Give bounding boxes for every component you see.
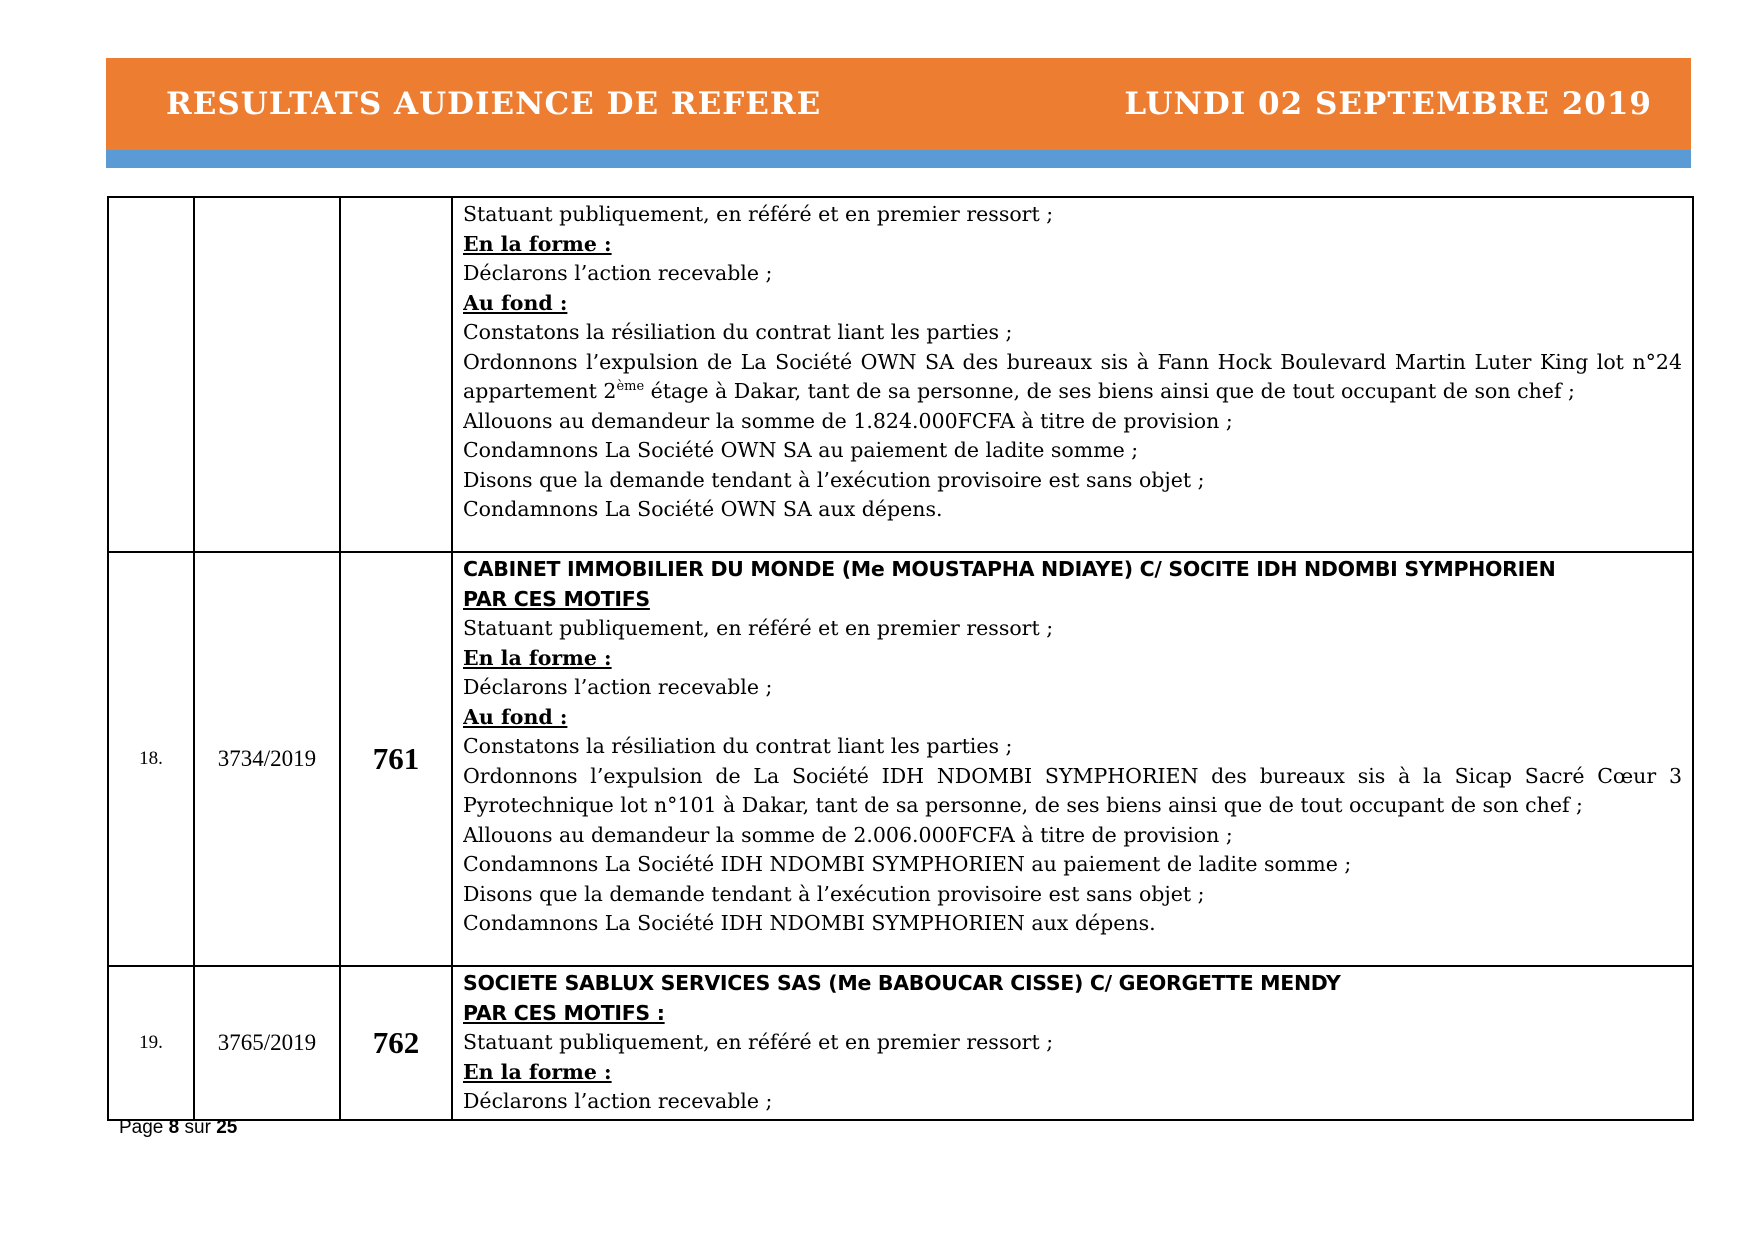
decision-line: Disons que la demande tendant à l’exécution provisoire est sans objet ; [463, 467, 1205, 492]
decision-text [452, 966, 1693, 1120]
table-row [108, 552, 1693, 966]
case-number [108, 197, 194, 552]
table-row [108, 966, 1693, 1120]
footer-prefix: Page [119, 1117, 169, 1138]
decision-line: Pyrotechnique lot n°101 à Dakar, tant de sa personne, de ses biens ainsi que de tout occupant de son chef ; [463, 793, 1583, 817]
footer-middle: sur [179, 1117, 217, 1138]
decision-line: Constatons la résiliation du contrat liant les parties ; [463, 320, 1013, 344]
page-footer [119, 1117, 237, 1139]
case-parties: SOCIETE SABLUX SERVICES SAS (Me BABOUCAR CISSE) C/ GEORGETTE MENDY [463, 971, 1341, 995]
decision-line: Constatons la résiliation du contrat liant les parties ; [463, 734, 1013, 758]
decision-line: Déclarons l’action recevable ; [463, 261, 773, 285]
ordonnance-number [340, 197, 452, 552]
case-reference: 3734/2019 [194, 552, 340, 966]
header-stripe [106, 150, 1691, 168]
results-table [107, 196, 1694, 1121]
decision-line: Allouons au demandeur la somme de 1.824.000FCFA à titre de provision ; [463, 408, 1233, 433]
decision-line: Disons que la demande tendant à l’exécution provisoire est sans objet ; [463, 881, 1205, 906]
case-reference [194, 197, 340, 552]
decision-line: Statuant publiquement, en référé et en premier ressort ; [463, 202, 1054, 226]
decision-line: Déclarons l’action recevable ; [463, 1089, 773, 1113]
header-title: RESULTATS AUDIENCE DE REFERE [166, 86, 822, 122]
current-page: 8 [168, 1117, 180, 1138]
section-heading: Au fond : [463, 290, 568, 315]
header-date: LUNDI 02 SEPTEMBRE 2019 [1124, 86, 1652, 122]
ordonnance-number: 762 [340, 966, 452, 1120]
decision-line: Condamnons La Société OWN SA aux dépens. [463, 497, 943, 521]
decision-line: Statuant publiquement, en référé et en premier ressort ; [463, 1030, 1054, 1054]
section-heading: En la forme : [463, 645, 612, 670]
superscript: ème [616, 379, 645, 395]
decision-text [452, 552, 1693, 966]
case-number: 18. [108, 552, 194, 966]
decision-line: Allouons au demandeur la somme de 2.006.000FCFA à titre de provision ; [463, 822, 1233, 847]
motifs-heading: PAR CES MOTIFS : [463, 1000, 665, 1025]
case-parties: CABINET IMMOBILIER DU MONDE (Me MOUSTAPHA NDIAYE) C/ SOCITE IDH NDOMBI SYMPHORIEN [463, 557, 1556, 581]
section-heading: En la forme : [463, 1059, 612, 1084]
total-pages: 25 [216, 1117, 238, 1138]
case-number: 19. [108, 966, 194, 1120]
decision-line: Déclarons l’action recevable ; [463, 675, 773, 699]
decision-line: appartement 2ème étage à Dakar, tant de sa personne, de ses biens ainsi que de tout occupant de son chef ; [463, 379, 1575, 403]
table-row [108, 197, 1693, 552]
decision-text [452, 197, 1693, 552]
decision-line: Ordonnons l’expulsion de La Société IDH NDOMBI SYMPHORIEN des bureaux sis à la Sicap Sacré Cœur 3 [463, 763, 1682, 788]
decision-line: Condamnons La Société IDH NDOMBI SYMPHORIEN aux dépens. [463, 911, 1156, 935]
section-heading: Au fond : [463, 704, 568, 729]
section-heading: En la forme : [463, 231, 612, 256]
ordonnance-number: 761 [340, 552, 452, 966]
case-reference: 3765/2019 [194, 966, 340, 1120]
decision-line: Condamnons La Société OWN SA au paiement de ladite somme ; [463, 438, 1139, 462]
decision-line: Ordonnons l’expulsion de La Société OWN SA des bureaux sis à Fann Hock Boulevard Martin Luter King lot n°24 [463, 349, 1682, 374]
motifs-heading: PAR CES MOTIFS [463, 586, 650, 611]
decision-line: Condamnons La Société IDH NDOMBI SYMPHORIEN au paiement de ladite somme ; [463, 852, 1352, 876]
decision-line: Statuant publiquement, en référé et en premier ressort ; [463, 616, 1054, 640]
